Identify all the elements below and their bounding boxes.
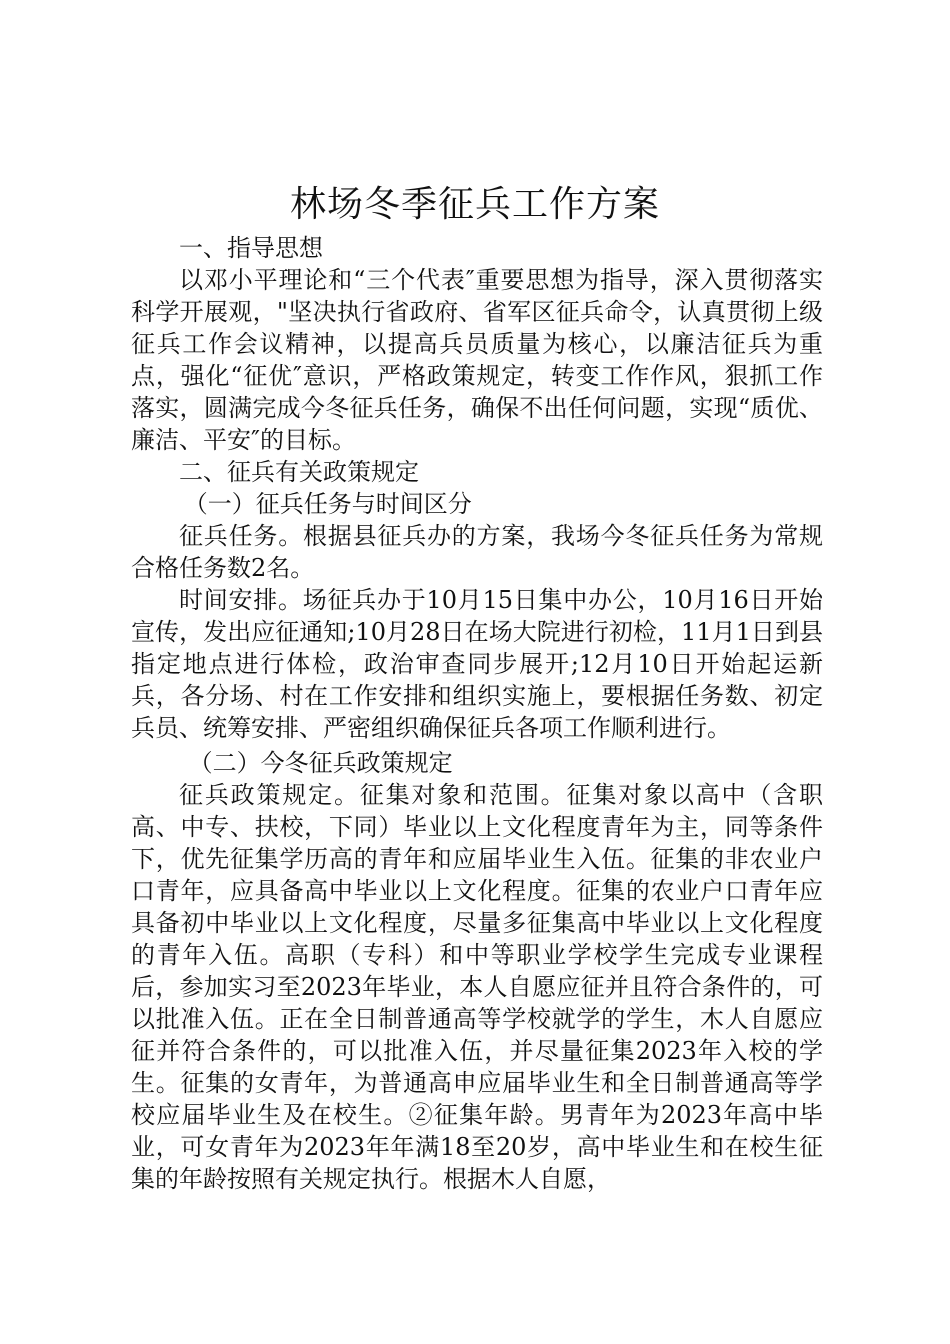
document-title: 林场冬季征兵工作方案 [289, 184, 660, 225]
section-heading-policy: 二、征兵有关政策规定 [179, 458, 419, 486]
section-heading-guiding-ideology: 一、指导思想 [179, 234, 323, 262]
document-body [131, 232, 823, 1195]
subsection-heading-policy-rules: （二）今冬征兵政策规定 [188, 749, 453, 777]
subsection-heading-task-time: （一）征兵任务与时间区分 [183, 490, 472, 518]
paragraph-recruitment-task: 征兵任务。根据县征兵办的方案，我场今冬征兵任务为常规合格任务数2名。 [131, 522, 823, 582]
paragraph-policy-rules: 征兵政策规定。征集对象和范围。征集对象以高中（含职高、中专、扶校，下同）毕业以上文化程度青年为主，同等条件下，优先征集学历高的青年和应届毕业生入伍。征集的非农业户口青年，应具备高中毕业以上文化程度。征集的农业户口青年应具备初中毕业以上文化程度，尽量多征集高中毕业以上文化程度的青年入伍。高职（专科）和中等职业学校学生完成专业课程后，参加实习至2023年毕业，本人自愿应征并且符合条件的，可以批准入伍。正在全日制普通高等学校就学的学生，木人自愿应征并符合条件的，可以批准入伍，并尽量征集2023年入校的学生。征集的女青年，为普通高申应届毕业生和全日制普通高等学校应届毕业生及在校生。②征集年龄。男青年为2023年高中毕业，可女青年为2023年年满18至20岁，高中毕业生和在校生征集的年龄按照有关规定执行。根据木人自愿， [131, 781, 823, 1193]
paragraph-schedule: 时间安排。场征兵办于10月15日集中办公，10月16日开始宣传，发出应征通知;10月28日在场大院进行初检，11月1日到县指定地点进行体检，政治审查同步展开;12月10日开始起运新兵，各分场、村在工作安排和组织实施上，要根据任务数、初定兵员、统筹安排、严密组织确保征兵各项工作顺利进行。 [131, 586, 823, 742]
paragraph-guiding-ideology: 以邓小平理论和“三个代表″重要思想为指导，深入贯彻落实科学开展观，"坚决执行省政府、省军区征兵命令，认真贯彻上级征兵工作会议精神，以提高兵员质量为核心，以廉洁征兵为重点，强化“征优″意识，严格政策规定，转变工作作风，狠抓工作落实，圆满完成今冬征兵任务，确保不出任何问题，实现“质优、廉洁、平安″的目标。 [131, 266, 823, 454]
